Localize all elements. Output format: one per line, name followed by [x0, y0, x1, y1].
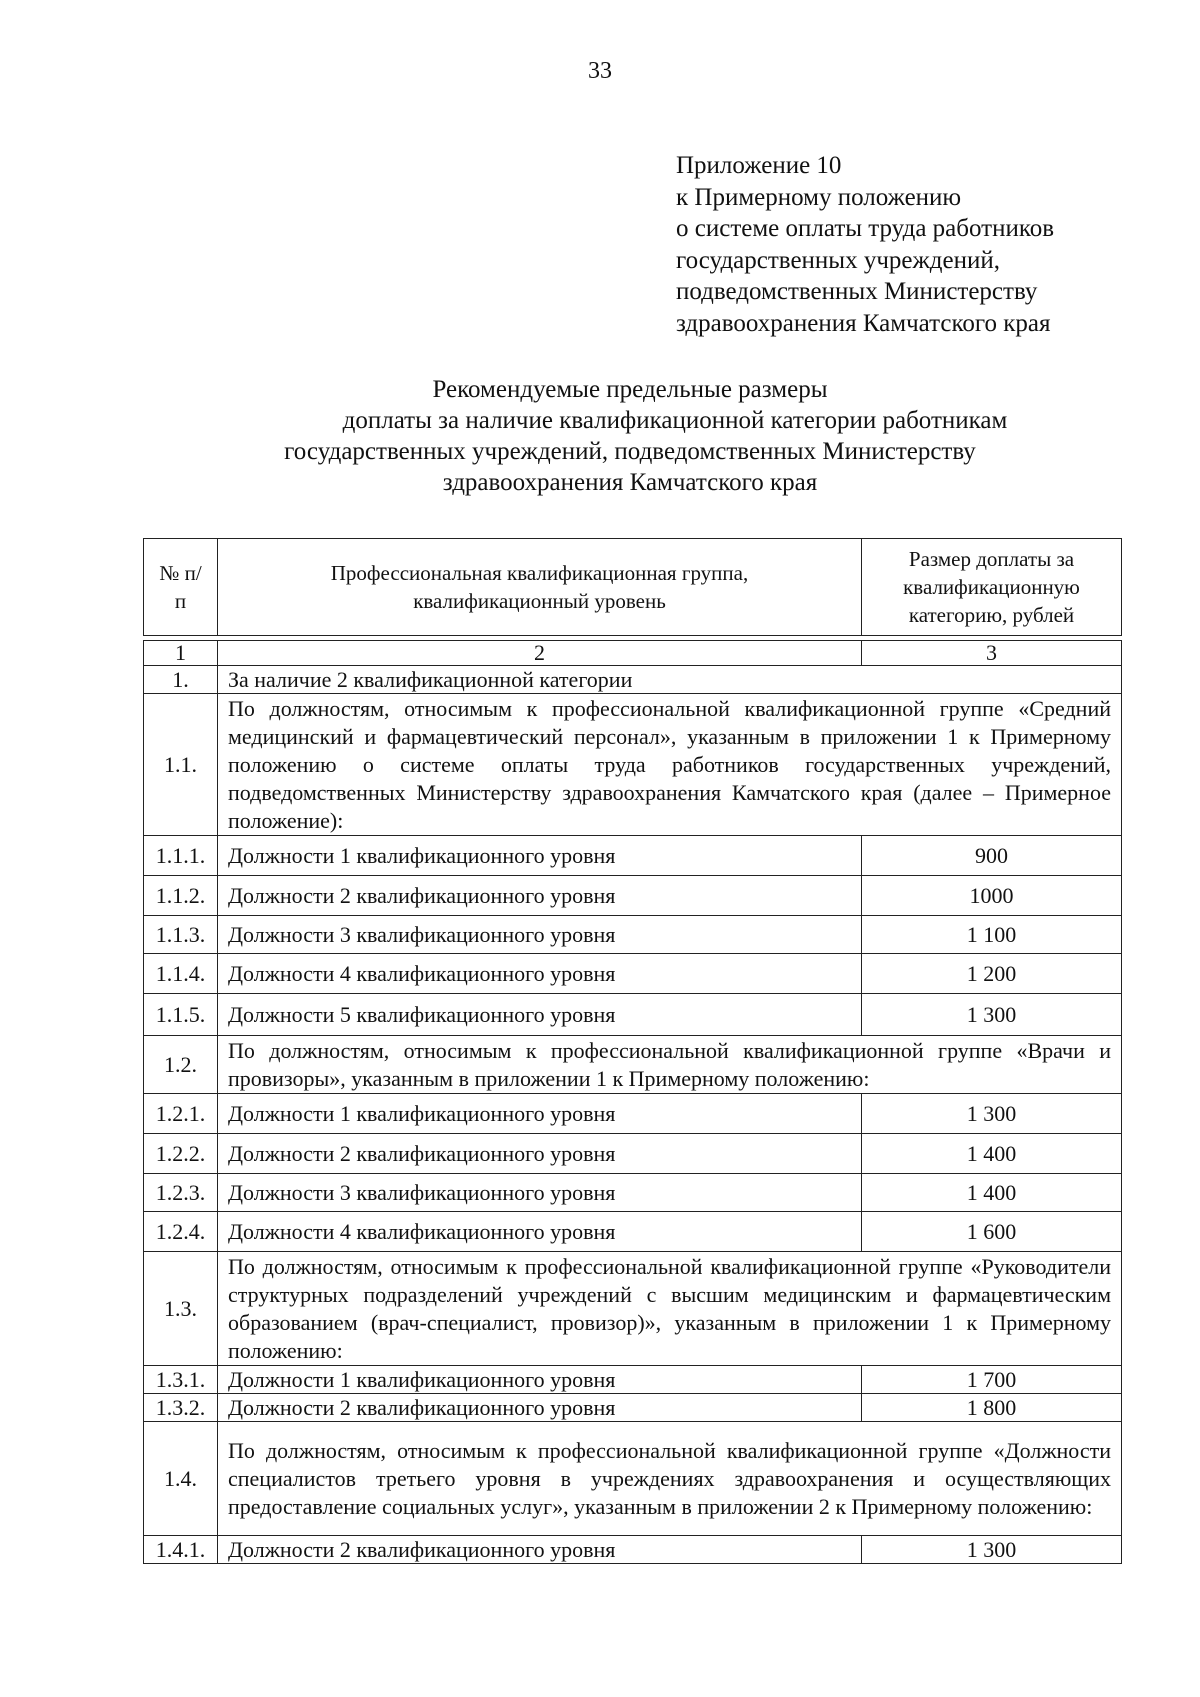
allowance-table: [143, 538, 1122, 1564]
row-text: Должности 2 квалификационного уровня: [218, 876, 862, 916]
row-number: 1.4.: [144, 1422, 218, 1536]
title-line: Рекомендуемые предельные размеры: [432, 376, 828, 403]
row-text: Должности 3 квалификационного уровня: [218, 1174, 862, 1212]
title-line: государственных учреждений, подведомственных Министерству: [284, 438, 976, 465]
page-number: 33: [588, 58, 612, 84]
row-number: 1.1.1.: [144, 836, 218, 876]
row-value: 1 300: [862, 994, 1122, 1036]
table-row: [144, 876, 1122, 916]
row-number: 1.2.3.: [144, 1174, 218, 1212]
table-row: [144, 1394, 1122, 1422]
header-amount: Размер доплаты за квалификационную категорию, рублей: [862, 539, 1122, 636]
table-header-row: [144, 539, 1122, 636]
table-row: [144, 916, 1122, 954]
row-number: 1.1.5.: [144, 994, 218, 1036]
row-number: 1.1.2.: [144, 876, 218, 916]
header-group: Профессиональная квалификационная группа, квалификационный уровень: [218, 539, 862, 636]
row-number: 1.3.2.: [144, 1394, 218, 1422]
row-text: Должности 5 квалификационного уровня: [218, 994, 862, 1036]
row-text: Должности 1 квалификационного уровня: [218, 1094, 862, 1134]
row-value: 1 600: [862, 1212, 1122, 1252]
title-line: здравоохранения Камчатского края: [442, 469, 818, 496]
table-row: [144, 1036, 1122, 1094]
row-text: Должности 2 квалификационного уровня: [218, 1134, 862, 1174]
row-value: 1 700: [862, 1366, 1122, 1394]
row-number: 1.4.1.: [144, 1536, 218, 1564]
row-text: Должности 2 квалификационного уровня: [218, 1536, 862, 1564]
row-number: 1.2.: [144, 1036, 218, 1094]
appendix-header: [676, 150, 1054, 339]
table-row: [144, 1134, 1122, 1174]
table-row: [144, 1536, 1122, 1564]
row-value: 1 300: [862, 1094, 1122, 1134]
table-row: [144, 666, 1122, 694]
row-text: По должностям, относимым к профессиональной квалификационной группе «Врачи и провизоры», указанным в приложении 1 к Примерному положению:: [218, 1036, 1122, 1094]
row-number: 1.1.: [144, 694, 218, 836]
row-number: 1.2.2.: [144, 1134, 218, 1174]
row-text: За наличие 2 квалификационной категории: [218, 666, 1122, 694]
row-number: 1.3.: [144, 1252, 218, 1366]
appendix-line: Приложение 10: [676, 152, 842, 179]
row-text: По должностям, относимым к профессиональной квалификационной группе «Руководители структурных подразделений учреждений с высшим медицинским и фармацевтическим образованием (врач-специалист, провизор)», указанным в приложении 1 к Примерному положению:: [218, 1252, 1122, 1366]
row-number: 1.1.3.: [144, 916, 218, 954]
row-text: Должности 3 квалификационного уровня: [218, 916, 862, 954]
column-number-row: [144, 641, 1122, 666]
table-row: [144, 994, 1122, 1036]
row-text: По должностям, относимым к профессиональной квалификационной группе «Средний медицинский и фармацевтический персонал», указанным в приложении 1 к Примерному положению о системе оплаты труда работников государственных учреждений, подведомственных Министерству здравоохранения Камчатского края (далее – Примерное положение):: [218, 694, 1122, 836]
row-text: Должности 4 квалификационного уровня: [218, 1212, 862, 1252]
appendix-line: о системе оплаты труда работников: [676, 215, 1055, 242]
row-value: 1000: [862, 876, 1122, 916]
appendix-line: подведомственных Министерству: [676, 278, 1038, 305]
table-row: [144, 954, 1122, 994]
header-number: № п/п: [144, 539, 218, 636]
table-row: [144, 1422, 1122, 1536]
column-number: 1: [144, 641, 218, 666]
table-row: [144, 694, 1122, 836]
table-row: [144, 1252, 1122, 1366]
row-value: 1 100: [862, 916, 1122, 954]
row-number: 1.: [144, 666, 218, 694]
appendix-line: здравоохранения Камчатского края: [676, 309, 1051, 337]
appendix-line: государственных учреждений,: [676, 246, 1000, 274]
row-number: 1.1.4.: [144, 954, 218, 994]
title-line: доплаты за наличие квалификационной категории работникам: [342, 407, 1008, 434]
row-value: 1 400: [862, 1174, 1122, 1212]
row-number: 1.2.4.: [144, 1212, 218, 1252]
table-row: [144, 836, 1122, 876]
row-value: 1 400: [862, 1134, 1122, 1174]
row-number: 1.3.1.: [144, 1366, 218, 1394]
row-value: 1 800: [862, 1394, 1122, 1422]
row-value: 1 300: [862, 1536, 1122, 1564]
column-number: 2: [218, 641, 862, 666]
table-row: [144, 1366, 1122, 1394]
row-number: 1.2.1.: [144, 1094, 218, 1134]
row-text: Должности 1 квалификационного уровня: [218, 1366, 862, 1394]
table-row: [144, 1174, 1122, 1212]
row-text: Должности 2 квалификационного уровня: [218, 1394, 862, 1422]
row-value: 1 200: [862, 954, 1122, 994]
table-row: [144, 1212, 1122, 1252]
row-text: По должностям, относимым к профессиональной квалификационной группе «Должности специалистов третьего уровня в учреждениях здравоохранения и осуществляющих предоставление социальных услуг», указанным в приложении 2 к Примерному положению:: [218, 1422, 1122, 1536]
column-number: 3: [862, 641, 1122, 666]
table-row: [144, 1094, 1122, 1134]
row-text: Должности 1 квалификационного уровня: [218, 836, 862, 876]
document-title: [0, 374, 1200, 498]
appendix-line: к Примерному положению: [676, 183, 962, 211]
row-text: Должности 4 квалификационного уровня: [218, 954, 862, 994]
row-value: 900: [862, 836, 1122, 876]
